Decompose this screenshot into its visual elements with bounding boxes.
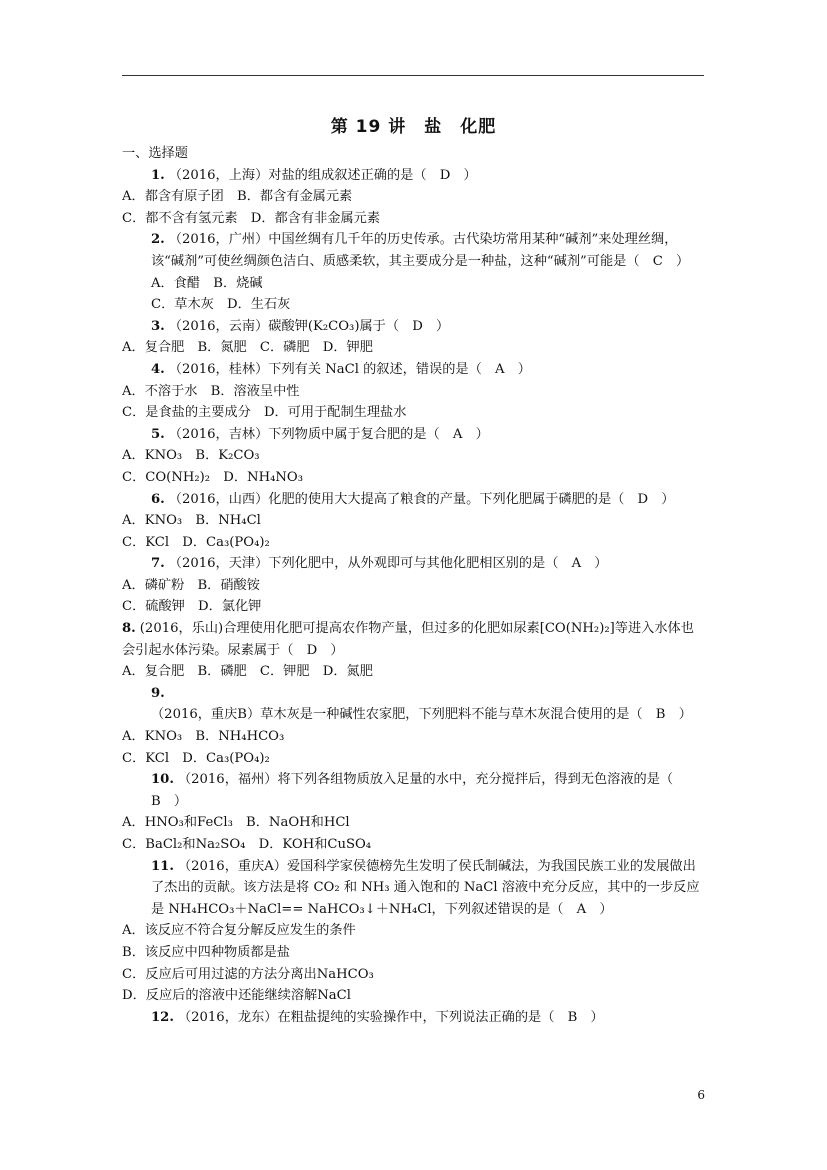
question-text: (2016，乐山)合理使用化肥可提高农作物产量，但过多的化肥如尿素[CO(NH₂)₂]等进入水体也会引起水体污染。尿素属于（ D ）	[122, 621, 694, 658]
question-3	[122, 316, 704, 338]
question-number: 4.	[151, 361, 165, 377]
question-text: （2016，福州）将下列各组物质放入足量的水中，充分搅拌后，得到无色溶液的是（ B ）	[151, 772, 687, 809]
option-line: A．都含有原子团 B．都含有金属元素	[122, 189, 353, 205]
option-line: C．都不含有氢元素 D．都含有非金属元素	[122, 210, 381, 226]
question-text: （2016，上海）对盐的组成叙述正确的是（ D ）	[168, 167, 477, 183]
option-line: A．食醋 B．烧碱	[151, 275, 263, 291]
question-12	[122, 1007, 704, 1029]
question-text: （2016，桂林）下列有关 NaCl 的叙述，错误的是（ A ）	[168, 361, 531, 377]
question-9	[122, 683, 704, 726]
option-line: A．KNO₃ B．K₂CO₃	[122, 448, 260, 464]
option-line: B．该反应中四种物质都是盐	[122, 944, 290, 960]
question-text: （2016，重庆B）草木灰是一种碱性农家肥，下列肥料不能与草木灰混合使用的是（ B ）	[151, 707, 692, 723]
question-number: 9.	[151, 685, 165, 701]
question-1	[122, 165, 704, 187]
question-6	[122, 489, 704, 511]
question-number: 3.	[151, 318, 165, 334]
question-number: 2.	[151, 232, 165, 248]
question-8	[122, 618, 704, 661]
section-heading: 一、选择题	[122, 146, 188, 161]
question-number: 11.	[151, 858, 174, 874]
option-line: A．KNO₃ B．NH₄Cl	[122, 513, 261, 529]
question-number: 7.	[151, 556, 165, 572]
option-line: C．硫酸钾 D．氯化钾	[122, 599, 262, 615]
question-list	[122, 143, 704, 1028]
question-10	[122, 769, 704, 812]
question-number: 8.	[122, 621, 136, 637]
option-line: D．反应后的溶液中还能继续溶解NaCl	[122, 988, 351, 1004]
question-4	[122, 359, 704, 381]
question-2	[122, 229, 704, 272]
question-number: 1.	[151, 167, 165, 183]
option-line: A．该反应不符合复分解反应发生的条件	[122, 923, 356, 939]
option-line: C．是食盐的主要成分 D．可用于配制生理盐水	[122, 405, 407, 421]
header-rule	[122, 75, 704, 76]
option-line: A．不溶于水 B．溶液呈中性	[122, 383, 300, 399]
question-number: 5.	[151, 426, 165, 442]
option-line: C．草木灰 D．生石灰	[151, 297, 291, 313]
question-5	[122, 424, 704, 446]
page-title: 第 19 讲 盐 化肥	[330, 117, 497, 137]
option-line: C．KCl D．Ca₃(PO₄)₂	[122, 750, 270, 766]
option-line: A．复合肥 B．氮肥 C．磷肥 D．钾肥	[122, 340, 373, 356]
option-line: A．磷矿粉 B．硝酸铵	[122, 577, 260, 593]
option-line: A．复合肥 B．磷肥 C．钾肥 D．氮肥	[122, 664, 373, 680]
option-line: C．BaCl₂和Na₂SO₄ D．KOH和CuSO₄	[122, 837, 372, 852]
question-text: （2016，吉林）下列物质中属于复合肥的是（ A ）	[168, 426, 489, 442]
question-text: （2016，重庆A）爱国科学家侯德榜先生发明了侯氏制碱法，为我国民族工业的发展做出了杰出的贡献。该方法是将 CO₂ 和 NH₃ 通入饱和的 NaCl 溶液中充分反应，其中的一步反应是 NH₄HCO₃＋NaCl== NaHCO₃↓＋NH₄Cl，下列叙述错误的是（ A ）	[151, 858, 700, 917]
question-text: （2016，云南）碳酸钾(K₂CO₃)属于（ D ）	[168, 318, 450, 334]
option-line: A．HNO₃和FeCl₃ B．NaOH和HCl	[122, 815, 350, 831]
question-text: （2016，龙东）在粗盐提纯的实验操作中，下列说法正确的是（ B ）	[177, 1009, 604, 1025]
question-number: 6.	[151, 491, 165, 507]
question-text: （2016，山西）化肥的使用大大提高了粮食的产量。下列化肥属于磷肥的是（ D ）	[168, 491, 675, 507]
page-number: 6	[697, 1088, 705, 1102]
option-line: C．CO(NH₂)₂ D．NH₄NO₃	[122, 469, 303, 485]
question-number: 10.	[151, 772, 174, 788]
option-line: A．KNO₃ B．NH₄HCO₃	[122, 729, 285, 745]
question-7	[122, 553, 704, 575]
option-line: C．反应后可用过滤的方法分离出NaHCO₃	[122, 966, 374, 982]
question-text: （2016，广州）中国丝绸有几千年的历史传承。古代染坊常用某种“碱剂”来处理丝绸，该“碱剂”可使丝绸颜色洁白、质感柔软，其主要成分是一种盐，这种“碱剂”可能是（ C ）	[151, 232, 690, 269]
question-number: 12.	[151, 1009, 174, 1025]
question-11	[122, 856, 704, 921]
option-line: C．KCl D．Ca₃(PO₄)₂	[122, 534, 270, 550]
question-text: （2016，天津）下列化肥中，从外观即可与其他化肥相区别的是（ A ）	[168, 556, 608, 572]
